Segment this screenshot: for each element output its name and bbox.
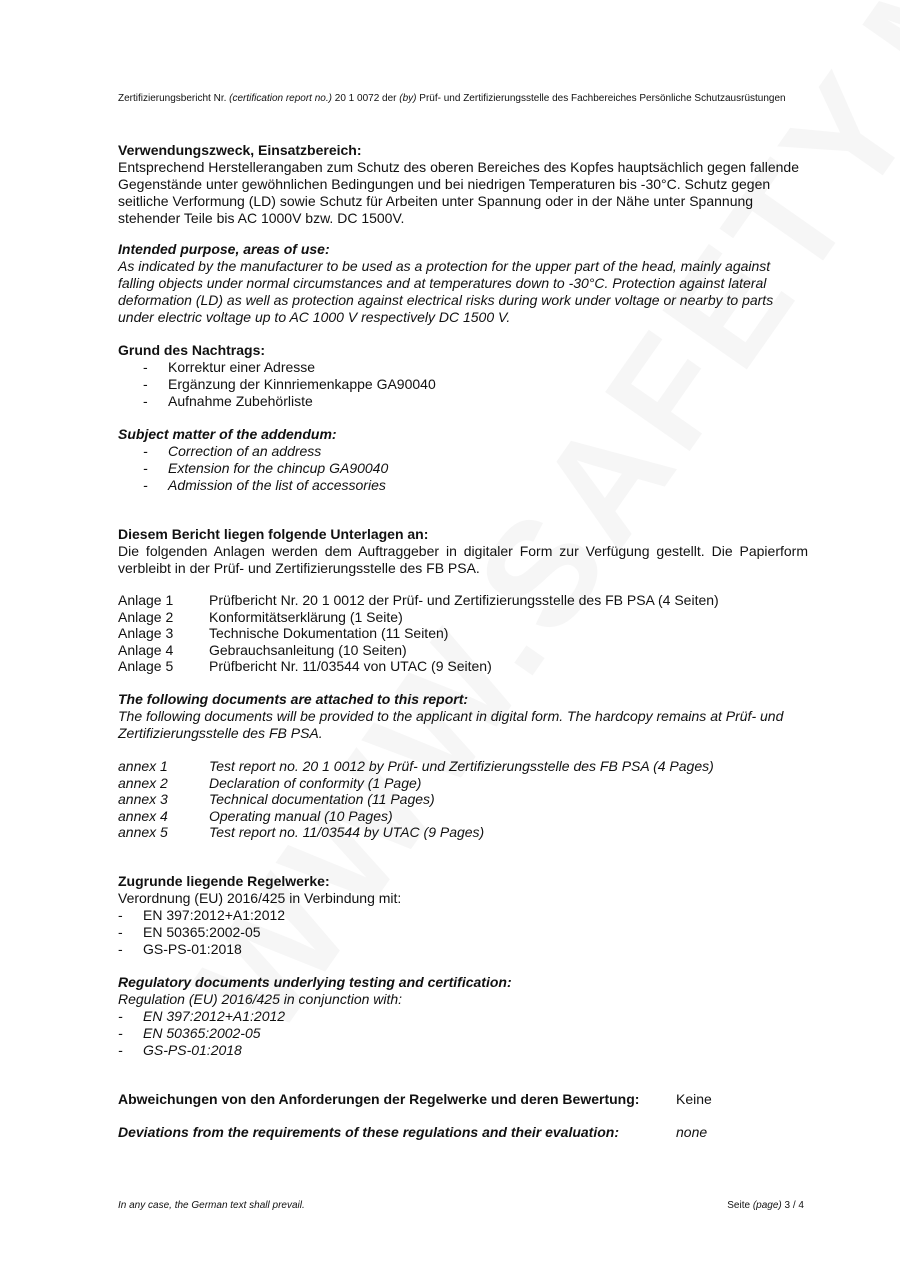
list-item: - Korrektur einer Adresse: [118, 359, 808, 376]
table-row: [118, 658, 719, 675]
docs-de-section: [118, 526, 808, 577]
table-row: [118, 824, 714, 841]
deviations-value: Keine: [676, 1091, 712, 1107]
table-row: [118, 791, 714, 808]
annex-value: Technical documentation (11 Pages): [209, 791, 435, 807]
table-row: [118, 808, 714, 825]
list-item: - Ergänzung der Kinnriemenkappe GA90040: [118, 376, 808, 393]
annex-key: annex 2: [118, 774, 168, 791]
section-title: The following documents are attached to this report:: [118, 691, 469, 707]
regs-en-list: [118, 1008, 808, 1059]
list-item: - Extension for the chincup GA90040: [118, 460, 808, 477]
page-label: Seite: [727, 1200, 751, 1211]
section-intro: Verordnung (EU) 2016/425 in Verbindung mit:: [118, 890, 402, 906]
annex-table: [118, 758, 714, 841]
page-label-en: (page): [752, 1200, 782, 1211]
regs-en-section: [118, 974, 808, 1059]
table-row: [118, 642, 719, 659]
addendum-de-list: [118, 359, 808, 410]
table-row: [118, 775, 714, 792]
section-text: As indicated by the manufacturer to be used as a protection for the upper part of the head, mainly against falling objects under normal circumstances and at temperatures down to -30°C. Protection against lateral deformation (LD) as well as protection against electrical risks during work under voltage or nearby to parts under electric voltage up to AC 1000 V respectively DC 1500 V.: [118, 258, 774, 325]
page-number: [727, 1200, 804, 1211]
section-text: Entsprechend Herstellerangaben zum Schutz des oberen Bereiches des Kopfes hauptsächlich gegen fallende Gegenstände unter gewöhnlichen Bedingungen und bei niedrigen Temperaturen bis -30°C. Schutz gegen seitliche Verformung (LD) sowie Schutz für Arbeiten unter Spannung oder in der Nähe unter Spannung stehender Teile bis AC 1000V bzw. DC 1500V.: [118, 159, 799, 226]
page-num: 3 / 4: [784, 1200, 804, 1211]
table-row: [118, 609, 719, 626]
section-title: Zugrunde liegende Regelwerke:: [118, 873, 330, 889]
annex-key: Anlage 4: [118, 641, 174, 658]
list-item: - Aufnahme Zubehörliste: [118, 393, 808, 410]
annex-value: Test report no. 11/03544 by UTAC (9 Pages): [209, 824, 485, 840]
annex-key: annex 5: [118, 824, 168, 840]
list-item: - EN 397:2012+A1:2012: [118, 907, 808, 924]
annex-value: Test report no. 20 1 0012 by Prüf- und Zertifizierungsstelle des FB PSA (4 Pages): [209, 758, 714, 774]
purpose-en-section: [118, 241, 808, 326]
list-item: - Admission of the list of accessories: [118, 477, 808, 494]
header-body: Prüf- und Zertifizierungsstelle des Fachbereiches Persönliche Schutzausrüstungen: [419, 93, 786, 104]
section-title: Verwendungszweck, Einsatzbereich:: [118, 142, 362, 158]
deviations-value: none: [676, 1124, 708, 1140]
annex-value: Prüfbericht Nr. 11/03544 von UTAC (9 Seiten): [209, 658, 492, 674]
annex-key: Anlage 3: [118, 625, 174, 641]
annex-key: annex 1: [118, 758, 168, 774]
table-row: [118, 592, 719, 609]
annex-key: annex 4: [118, 807, 168, 824]
annex-value: Konformitätserklärung (1 Seite): [209, 608, 403, 625]
annex-key: annex 3: [118, 791, 168, 807]
section-title: Regulatory documents underlying testing and certification:: [118, 974, 512, 990]
header-der-en: (by): [399, 93, 417, 104]
annex-key: Anlage 5: [118, 658, 174, 674]
addendum-de-section: [118, 342, 808, 410]
annex-key: Anlage 2: [118, 608, 174, 625]
regs-de-section: [118, 873, 808, 958]
header-prefix-en: (certification report no.): [229, 93, 332, 104]
deviations-label: Abweichungen von den Anforderungen der Regelwerke und deren Bewertung:: [118, 1091, 640, 1107]
header-prefix: Zertifizierungsbericht Nr.: [118, 93, 227, 104]
list-item: - EN 397:2012+A1:2012: [118, 1008, 808, 1025]
annex-value: Prüfbericht Nr. 20 1 0012 der Prüf- und Zertifizierungsstelle des FB PSA (4 Seiten): [209, 592, 719, 608]
list-item: - EN 50365:2002-05: [118, 924, 808, 941]
section-intro: Regulation (EU) 2016/425 in conjunction with:: [118, 991, 403, 1007]
list-item: - GS-PS-01:2018: [118, 941, 808, 958]
section-text: Die folgenden Anlagen werden dem Auftraggeber in digitaler Form zur Verfügung gestellt. Die Papierform verbleibt in der Prüf- und Zertifizierungsstelle des FB PSA.: [118, 543, 808, 576]
section-title: Diesem Bericht liegen folgende Unterlagen an:: [118, 526, 429, 542]
addendum-en-section: [118, 426, 808, 494]
page-header: [118, 93, 798, 105]
section-title: Grund des Nachtrags:: [118, 342, 266, 358]
purpose-de-section: [118, 142, 808, 227]
annex-value: Gebrauchsanleitung (10 Seiten): [209, 641, 407, 658]
section-title: Intended purpose, areas of use:: [118, 241, 330, 257]
footer-note: In any case, the German text shall prevail.: [118, 1200, 305, 1211]
list-item: - EN 50365:2002-05: [118, 1025, 808, 1042]
deviations-label: Deviations from the requirements of these regulations and their evaluation:: [118, 1124, 619, 1140]
header-number: 20 1 0072 der: [334, 93, 397, 104]
addendum-en-list: [118, 443, 808, 494]
annex-value: Technische Dokumentation (11 Seiten): [209, 625, 449, 641]
docs-en-annex-list: [118, 758, 808, 841]
annex-table: [118, 592, 719, 675]
regs-de-list: [118, 907, 808, 958]
annex-value: Declaration of conformity (1 Page): [209, 774, 422, 791]
list-item: - Correction of an address: [118, 443, 808, 460]
list-item: - GS-PS-01:2018: [118, 1042, 808, 1059]
annex-key: Anlage 1: [118, 592, 174, 608]
section-text: The following documents will be provided to the applicant in digital form. The hardcopy remains at Prüf- und Zertifizierungsstelle des FB PSA.: [118, 708, 784, 741]
annex-value: Operating manual (10 Pages): [209, 807, 393, 824]
table-row: [118, 625, 719, 642]
docs-de-annex-list: [118, 592, 808, 675]
docs-en-section: [118, 691, 808, 742]
section-title: Subject matter of the addendum:: [118, 426, 337, 442]
table-row: [118, 758, 714, 775]
